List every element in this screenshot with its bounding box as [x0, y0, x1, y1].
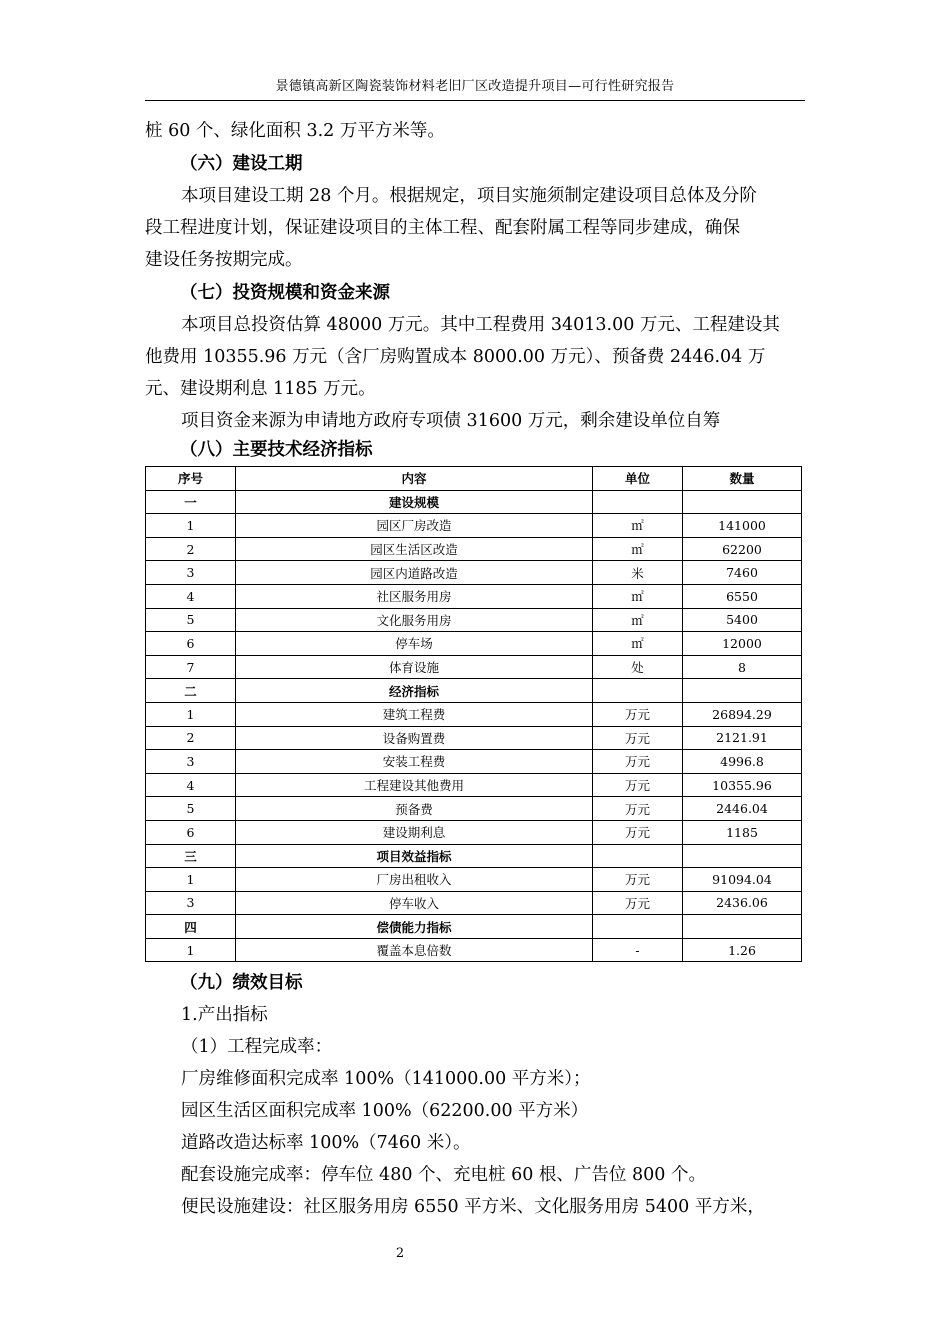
- table-cell: 经济指标: [236, 679, 593, 703]
- section-9-line: 1.产出指标: [181, 1005, 268, 1025]
- table-cell: 1: [146, 868, 236, 892]
- table-row: [146, 584, 802, 608]
- table-row: [146, 891, 802, 915]
- table-cell: 6: [146, 820, 236, 844]
- table-cell: 3: [146, 750, 236, 774]
- table-cell: 社区服务用房: [236, 584, 593, 608]
- column-header: 序号: [146, 467, 236, 491]
- table-cell: 万元: [593, 702, 683, 726]
- section-9-line: 道路改造达标率 100%（7460 米）。: [181, 1133, 471, 1153]
- section-7-heading: （七）投资规模和资金来源: [180, 283, 390, 303]
- table-cell: 建筑工程费: [236, 702, 593, 726]
- table-row: [146, 561, 802, 585]
- table-cell: ㎡: [593, 584, 683, 608]
- table-cell: 体育设施: [236, 655, 593, 679]
- table-cell: 91094.04: [683, 868, 802, 892]
- section-7-line: 项目资金来源为申请地方政府专项债 31600 万元，剩余建设单位自筹: [181, 411, 721, 431]
- table-cell: 2: [146, 726, 236, 750]
- table-cell: 三: [146, 844, 236, 868]
- table-cell: 3: [146, 561, 236, 585]
- section-9-line: 配套设施完成率：停车位 480 个、充电桩 60 根、广告位 800 个。: [181, 1165, 706, 1185]
- table-cell: 4996.8: [683, 750, 802, 774]
- table-cell: 四: [146, 915, 236, 939]
- section-6-line: 建设任务按期完成。: [145, 250, 303, 270]
- section-9-line: 园区生活区面积完成率 100%（62200.00 平方米）: [181, 1101, 589, 1121]
- table-cell: 停车收入: [236, 891, 593, 915]
- table-cell: 141000: [683, 514, 802, 538]
- section-6-line: 本项目建设工期 28 个月。根据规定，项目实施须制定建设项目总体及分阶: [181, 186, 757, 206]
- table-cell: 园区生活区改造: [236, 537, 593, 561]
- table-cell: 1: [146, 938, 236, 962]
- table-row: [146, 608, 802, 632]
- table-cell: 一: [146, 490, 236, 514]
- section-9-line: 便民设施建设：社区服务用房 6550 平方米、文化服务用房 5400 平方米，: [181, 1197, 765, 1217]
- table-cell: 8: [683, 655, 802, 679]
- table-cell: 5: [146, 797, 236, 821]
- table-cell: -: [593, 938, 683, 962]
- table-cell: 5: [146, 608, 236, 632]
- table-row: [146, 797, 802, 821]
- table-cell: 覆盖本息倍数: [236, 938, 593, 962]
- table-cell: ㎡: [593, 537, 683, 561]
- table-cell: 12000: [683, 632, 802, 656]
- table-cell: 1: [146, 702, 236, 726]
- section-9-line: 厂房维修面积完成率 100%（141000.00 平方米）；: [181, 1069, 591, 1089]
- table-row: [146, 868, 802, 892]
- table-cell: [683, 679, 802, 703]
- table-cell: ㎡: [593, 514, 683, 538]
- table-cell: 厂房出租收入: [236, 868, 593, 892]
- table-header-row: [146, 467, 802, 491]
- table-section-row: [146, 915, 802, 939]
- table-cell: 万元: [593, 820, 683, 844]
- table-cell: 建设期利息: [236, 820, 593, 844]
- table-cell: 米: [593, 561, 683, 585]
- table-cell: 1.26: [683, 938, 802, 962]
- table-cell: 偿债能力指标: [236, 915, 593, 939]
- table-cell: 3: [146, 891, 236, 915]
- table-cell: 10355.96: [683, 773, 802, 797]
- table-cell: 5400: [683, 608, 802, 632]
- section-7-line: 本项目总投资估算 48000 万元。其中工程费用 34013.00 万元、工程建设其: [181, 315, 780, 335]
- table-cell: [683, 844, 802, 868]
- table-cell: 项目效益指标: [236, 844, 593, 868]
- table-cell: 文化服务用房: [236, 608, 593, 632]
- table-cell: 6550: [683, 584, 802, 608]
- table-cell: [683, 490, 802, 514]
- page-number: 2: [395, 1246, 405, 1261]
- table-cell: 安装工程费: [236, 750, 593, 774]
- table-cell: 7: [146, 655, 236, 679]
- table-cell: 建设规模: [236, 490, 593, 514]
- technical-economic-indicators-table: [145, 466, 802, 962]
- table-cell: 26894.29: [683, 702, 802, 726]
- table-row: [146, 773, 802, 797]
- table-cell: [683, 915, 802, 939]
- table-cell: ㎡: [593, 632, 683, 656]
- column-header: 数量: [683, 467, 802, 491]
- table-cell: 工程建设其他费用: [236, 773, 593, 797]
- section-9-line: （1）工程完成率：: [181, 1037, 333, 1057]
- table-cell: 2: [146, 537, 236, 561]
- section-9-heading: （九）绩效目标: [180, 973, 303, 993]
- table-cell: 1185: [683, 820, 802, 844]
- table-cell: [593, 679, 683, 703]
- table-cell: ㎡: [593, 608, 683, 632]
- table-cell: 2436.06: [683, 891, 802, 915]
- column-header: 单位: [593, 467, 683, 491]
- table-row: [146, 537, 802, 561]
- table-row: [146, 514, 802, 538]
- table-section-row: [146, 679, 802, 703]
- section-7-line: 他费用 10355.96 万元（含厂房购置成本 8000.00 万元）、预备费 2446.04 万: [145, 347, 766, 367]
- table-row: [146, 820, 802, 844]
- table-row: [146, 726, 802, 750]
- table-cell: 万元: [593, 773, 683, 797]
- running-header: 景德镇高新区陶瓷装饰材料老旧厂区改造提升项目—可行性研究报告: [275, 79, 675, 94]
- table-cell: 2446.04: [683, 797, 802, 821]
- table-row: [146, 750, 802, 774]
- table-cell: 万元: [593, 797, 683, 821]
- paragraph-continuation: 桩 60 个、绿化面积 3.2 万平方米等。: [145, 121, 445, 141]
- table-row: [146, 632, 802, 656]
- table-cell: 园区厂房改造: [236, 514, 593, 538]
- table-row: [146, 938, 802, 962]
- table-cell: 万元: [593, 868, 683, 892]
- table-cell: 4: [146, 773, 236, 797]
- section-6-line: 段工程进度计划，保证建设项目的主体工程、配套附属工程等同步建成，确保: [145, 218, 740, 238]
- table-cell: 园区内道路改造: [236, 561, 593, 585]
- table-cell: 6: [146, 632, 236, 656]
- section-6-heading: （六）建设工期: [180, 154, 303, 174]
- header-divider: [145, 100, 805, 101]
- table-cell: 62200: [683, 537, 802, 561]
- table-section-row: [146, 490, 802, 514]
- table-row: [146, 702, 802, 726]
- table-section-row: [146, 844, 802, 868]
- table-cell: 万元: [593, 726, 683, 750]
- table-cell: 停车场: [236, 632, 593, 656]
- column-header: 内容: [236, 467, 593, 491]
- table-cell: 二: [146, 679, 236, 703]
- table-cell: 设备购置费: [236, 726, 593, 750]
- table-cell: 万元: [593, 750, 683, 774]
- table-cell: 7460: [683, 561, 802, 585]
- table-row: [146, 655, 802, 679]
- table-cell: 2121.91: [683, 726, 802, 750]
- table-cell: 万元: [593, 891, 683, 915]
- table-cell: [593, 490, 683, 514]
- table-cell: [593, 915, 683, 939]
- table-cell: 1: [146, 514, 236, 538]
- table-cell: 处: [593, 655, 683, 679]
- table-cell: 4: [146, 584, 236, 608]
- table-cell: 预备费: [236, 797, 593, 821]
- section-8-heading: （八）主要技术经济指标: [180, 440, 373, 460]
- section-7-line: 元、建设期利息 1185 万元。: [145, 379, 376, 399]
- table-cell: [593, 844, 683, 868]
